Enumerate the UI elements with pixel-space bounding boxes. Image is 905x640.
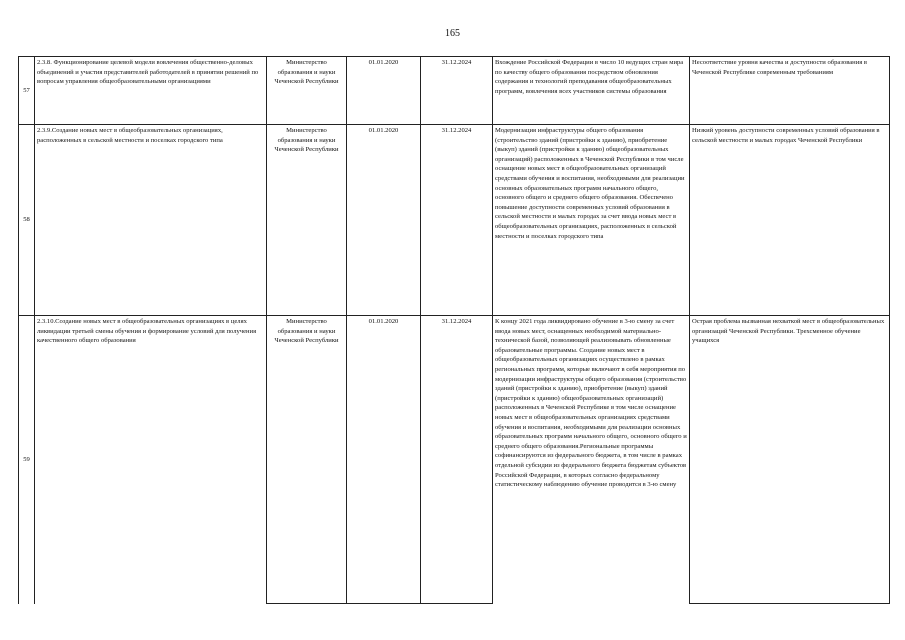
executor-cell: Министерство образования и науки Чеченской Республики (267, 316, 347, 604)
consequence-cell: Несоответствие уровня качества и доступности образования в Чеченской Республике современным требованиям (690, 57, 890, 125)
result-cell: Модернизация инфраструктуры общего образования (строительство зданий (пристройки к зданию), приобретение (выкуп) зданий (пристройки к зданию) общеобразовательных организаций) расположенных в Чеченской Республики в том числе оснащение новых мест в общеобразовательных организаций средствами обучения и воспитания, необходимыми для реализации основных образовательных программ начального общего, основного общего и среднего общего образования. Обеспечено повышение доступности современных условий образования в сельской местности и малых городах за счет ввода новых мест в общеобразовательных организациях, расположенных в сельской местности и поселках городского типа (493, 125, 690, 316)
table-row (19, 57, 890, 125)
row-number: 57 (19, 57, 35, 125)
consequence-cell: Низкий уровень доступности современных условий образования в сельской местности и малых городах Чеченской Республики (690, 125, 890, 316)
result-cell: Вхождение Российской Федерации в число 10 ведущих стран мира по качеству общего образования посредством обновления содержания и технологий преподавания общеобразовательных программ, вовлечения всех участников системы образования (493, 57, 690, 125)
measure-cell: 2.3.9.Создание новых мест в общеобразовательных организациях, расположенных в сельской местности и поселках городского типа (35, 125, 267, 316)
measures-table (18, 56, 890, 604)
measure-cell: 2.3.10.Создание новых мест в общеобразовательных организациях в целях ликвидации третьей смены обучения и формирование условий для получения качественного общего образования (35, 316, 267, 604)
measure-cell: 2.3.8. Функционирование целевой модели вовлечения общественно-деловых объединений и участия представителей работодателей в принятии решений по вопросам управления общеобразовательными организациями (35, 57, 267, 125)
row-number: 59 (19, 316, 35, 604)
end-date-cell: 31.12.2024 (421, 125, 493, 316)
row-number: 58 (19, 125, 35, 316)
table-row (19, 125, 890, 316)
end-date-cell: 31.12.2024 (421, 316, 493, 604)
page-number: 165 (445, 28, 460, 39)
executor-cell: Министерство образования и науки Чеченской Республики (267, 57, 347, 125)
end-date-cell: 31.12.2024 (421, 57, 493, 125)
start-date-cell: 01.01.2020 (347, 316, 421, 604)
executor-cell: Министерство образования и науки Чеченской Республики (267, 125, 347, 316)
consequence-cell: Острая проблема вызванная нехваткой мест в общеобразовательных организаций Чеченской Республики. Трехсменное обучение учащихся (690, 316, 890, 604)
table-row (19, 316, 890, 604)
result-cell: К концу 2021 года ликвидировано обучение в 3-ю смену за счет ввода новых мест, оснащенных необходимой материально-технической базой, позволяющей реализовывать обновленные образовательные программы. Создание новых мест в общеобразовательных организациях осуществлено в рамках региональных программ, которые включают в себя мероприятия по модернизации инфраструктуры общего образования (строительство зданий (пристройки к зданию), приобретение (выкуп) зданий (пристройки к зданию) общеобразовательных организаций) расположенных в Чеченской Республике в том числе оснащение новых мест в общеобразовательных организациях средствами обучения и воспитания, необходимыми для реализации основных образовательных программ начального общего, основного общего и среднего общего образования.Региональные программы софинансируются из федерального бюджета, в том числе в рамках отдельной субсидии из федерального бюджета бюджетам субъектов Российской Федерации, в которых согласно федеральному статистическому наблюдению обучение проводится в 3-ю смену (493, 316, 690, 604)
start-date-cell: 01.01.2020 (347, 125, 421, 316)
start-date-cell: 01.01.2020 (347, 57, 421, 125)
